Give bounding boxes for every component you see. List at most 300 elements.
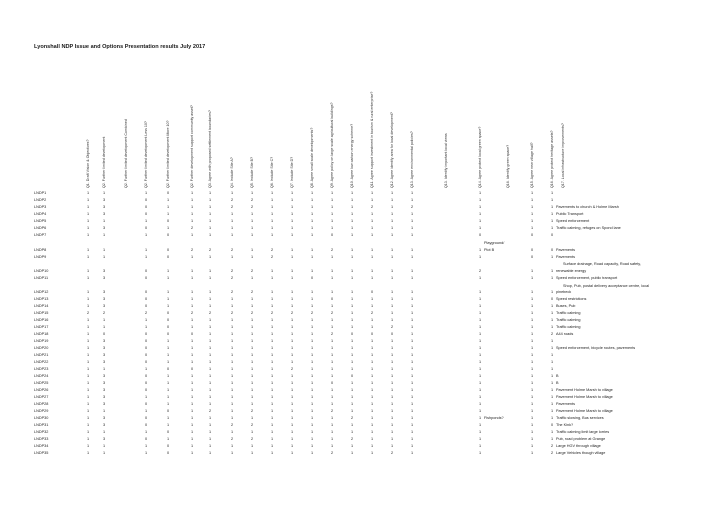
table-cell: 1	[310, 437, 314, 441]
table-cell: 1	[550, 409, 554, 413]
table-cell: 0	[530, 255, 534, 259]
table-cell: 1	[478, 451, 482, 455]
table-cell: 1	[250, 360, 254, 364]
row-id: LNDP34	[34, 444, 49, 448]
table-cell: 1	[208, 402, 212, 406]
table-cell: 1	[330, 290, 334, 294]
table-cell: 1	[250, 248, 254, 252]
table-cell: 1	[250, 233, 254, 237]
table-row	[0, 415, 720, 421]
infrastructure-note: Traffic slowing, Bus services	[556, 416, 604, 420]
table-cell: 0	[370, 332, 374, 336]
table-row	[0, 324, 720, 330]
table-cell: 1	[166, 212, 170, 216]
table-cell: 0	[144, 276, 148, 280]
table-cell: 1	[270, 290, 274, 294]
table-cell: 0	[144, 269, 148, 273]
table-row	[0, 211, 720, 217]
table-row	[0, 345, 720, 351]
column-header-label: Q10. Agree low carbon energy scheme?	[350, 123, 354, 188]
table-cell: 0	[330, 381, 334, 385]
table-cell: 3	[102, 269, 106, 273]
table-cell: 1	[270, 395, 274, 399]
table-row	[0, 359, 720, 365]
table-cell: 1	[144, 444, 148, 448]
table-cell: 1	[390, 276, 394, 280]
table-cell: 1	[290, 255, 294, 259]
table-cell: 1	[390, 212, 394, 216]
table-cell: 1	[410, 311, 414, 315]
table-cell: 1	[330, 205, 334, 209]
table-cell: 2	[208, 409, 212, 413]
table-cell: 1	[478, 198, 482, 202]
green-space-note: Plot B	[484, 248, 495, 252]
table-cell: 1	[250, 444, 254, 448]
table-cell: 1	[102, 233, 106, 237]
table-cell: 2	[390, 325, 394, 329]
table-cell: 1	[270, 367, 274, 371]
table-cell: 1	[166, 402, 170, 406]
table-cell: 1	[530, 346, 534, 350]
infrastructure-note: Public Transport	[556, 212, 584, 216]
table-cell: 1	[250, 318, 254, 322]
table-cell: 1	[530, 360, 534, 364]
table-cell: 2	[208, 248, 212, 252]
table-cell: 1	[190, 451, 194, 455]
table-cell: 2	[250, 311, 254, 315]
table-cell: 1	[190, 269, 194, 273]
table-cell: 1	[190, 402, 194, 406]
table-cell: 1	[390, 402, 394, 406]
table-cell: 0	[166, 451, 170, 455]
table-cell: 1	[410, 416, 414, 420]
note-lndp11-extra: Shop, Pub, postal delivery acceptance centre, local	[563, 284, 650, 288]
row-id: LNDP8	[34, 248, 47, 252]
table-cell: 1	[478, 318, 482, 322]
table-cell: 2	[350, 416, 354, 420]
table-cell: 1	[530, 325, 534, 329]
table-cell: 1	[310, 269, 314, 273]
table-cell: 1	[310, 226, 314, 230]
column-header-label: Q9. Agree policy on large scale agricultural buildings?	[330, 102, 334, 188]
table-cell: 1	[530, 444, 534, 448]
row-id: LNDP19	[34, 339, 49, 343]
table-cell: 1	[310, 290, 314, 294]
table-cell: 1	[86, 353, 90, 357]
column-header-label: Q7. Include Site D?	[290, 156, 294, 188]
table-cell: 1	[530, 409, 534, 413]
table-cell: 1	[530, 388, 534, 392]
table-cell: 1	[370, 318, 374, 322]
table-row	[0, 380, 720, 386]
table-cell: 2	[270, 248, 274, 252]
table-cell: 1	[290, 388, 294, 392]
table-cell: 1	[390, 367, 394, 371]
infrastructure-note: Traffic calming	[556, 318, 581, 322]
table-cell: 1	[290, 374, 294, 378]
table-cell: 1	[102, 248, 106, 252]
table-cell: 1	[270, 423, 274, 427]
table-cell: 0	[144, 353, 148, 357]
row-id: LNDP26	[34, 388, 49, 392]
table-cell: 1	[230, 360, 234, 364]
table-cell: 1	[290, 297, 294, 301]
table-cell: 1	[208, 437, 212, 441]
table-cell: 1	[190, 409, 194, 413]
table-cell: 1	[270, 205, 274, 209]
table-cell: 1	[370, 374, 374, 378]
table-cell: 3	[102, 212, 106, 216]
table-cell: 2	[478, 269, 482, 273]
table-cell: 1	[478, 430, 482, 434]
table-cell: 0	[144, 226, 148, 230]
table-cell: 1	[166, 388, 170, 392]
table-cell: 1	[350, 191, 354, 195]
table-cell: 1	[310, 205, 314, 209]
table-cell: 1	[330, 374, 334, 378]
table-cell: 0	[550, 423, 554, 427]
table-cell: 1	[208, 205, 212, 209]
table-cell: 1	[478, 325, 482, 329]
table-cell: 1	[250, 388, 254, 392]
table-cell: 1	[270, 339, 274, 343]
table-cell: 1	[350, 290, 354, 294]
table-cell: 1	[290, 191, 294, 195]
table-cell: 1	[310, 325, 314, 329]
table-cell: 1	[550, 205, 554, 209]
table-cell: 1	[270, 226, 274, 230]
table-cell: 1	[410, 423, 414, 427]
table-cell: 1	[550, 395, 554, 399]
table-cell: 1	[190, 395, 194, 399]
table-cell: 1	[390, 205, 394, 209]
table-cell: 1	[250, 339, 254, 343]
table-cell: 1	[310, 219, 314, 223]
table-cell: 1	[166, 346, 170, 350]
table-cell: 0	[330, 233, 334, 237]
table-cell: 2	[230, 276, 234, 280]
table-cell: 1	[410, 332, 414, 336]
column-header-label: Q2. Further development support community asset?	[190, 105, 194, 188]
table-cell: 1	[270, 297, 274, 301]
table-cell: 1	[230, 304, 234, 308]
table-cell: 1	[478, 367, 482, 371]
table-cell: 1	[350, 388, 354, 392]
table-cell: 1	[550, 339, 554, 343]
column-header-label: Q5. Include Site B?	[250, 157, 254, 188]
table-cell: 1	[270, 233, 274, 237]
table-cell: 1	[390, 416, 394, 420]
table-cell: 1	[370, 304, 374, 308]
infrastructure-note: Pub, road problem at Grange	[556, 437, 606, 441]
table-cell: 2	[190, 248, 194, 252]
table-cell: 1	[86, 367, 90, 371]
table-cell: 1	[208, 290, 212, 294]
table-cell: 1	[350, 430, 354, 434]
table-cell: 1	[550, 269, 554, 273]
table-cell: 0	[144, 402, 148, 406]
table-cell: 1	[310, 297, 314, 301]
table-cell: 1	[86, 226, 90, 230]
table-cell: 1	[250, 353, 254, 357]
table-cell: 0	[550, 248, 554, 252]
table-cell: 1	[390, 381, 394, 385]
table-cell: 1	[270, 388, 274, 392]
table-cell: 3	[102, 346, 106, 350]
table-cell: 0	[166, 318, 170, 322]
table-cell: 1	[390, 318, 394, 322]
table-cell: 1	[350, 219, 354, 223]
table-cell: 1	[86, 248, 90, 252]
table-cell: 1	[478, 339, 482, 343]
table-cell: 2	[230, 198, 234, 202]
row-id: LNDP18	[34, 332, 49, 336]
table-cell: 2	[290, 367, 294, 371]
table-cell: 1	[410, 388, 414, 392]
table-cell: 1	[410, 290, 414, 294]
table-cell: 1	[270, 402, 274, 406]
table-cell: 1	[270, 409, 274, 413]
table-cell: 1	[144, 255, 148, 259]
table-cell: 1	[208, 198, 212, 202]
table-cell: 1	[230, 353, 234, 357]
table-cell: 1	[410, 304, 414, 308]
table-cell: 1	[208, 381, 212, 385]
table-cell: 1	[330, 416, 334, 420]
table-cell: 1	[86, 191, 90, 195]
table-cell: 3	[102, 205, 106, 209]
table-cell: 1	[102, 409, 106, 413]
table-cell: 1	[190, 304, 194, 308]
table-cell: 2	[144, 311, 148, 315]
table-cell: 1	[530, 395, 534, 399]
table-cell: 1	[166, 339, 170, 343]
table-row	[0, 225, 720, 231]
table-cell: 1	[390, 219, 394, 223]
table-cell: 1	[410, 395, 414, 399]
table-cell: 1	[230, 339, 234, 343]
table-row	[0, 373, 720, 379]
table-cell: 1	[290, 325, 294, 329]
table-cell: 1	[310, 198, 314, 202]
row-id: LNDP22	[34, 360, 49, 364]
table-cell: 1	[270, 269, 274, 273]
table-cell: 1	[290, 212, 294, 216]
table-cell: 1	[370, 395, 374, 399]
table-cell: 1	[310, 451, 314, 455]
table-cell: 1	[102, 191, 106, 195]
column-header-label: Q16. Agree protect heritage assets?	[550, 130, 554, 188]
table-cell: 1	[370, 212, 374, 216]
table-cell: 1	[390, 191, 394, 195]
table-cell: 1	[350, 381, 354, 385]
table-cell: 1	[230, 430, 234, 434]
infrastructure-note: Speed restrictions	[556, 297, 587, 301]
table-cell: 1	[230, 388, 234, 392]
table-cell: 1	[208, 423, 212, 427]
table-cell: 1	[390, 423, 394, 427]
table-cell: 1	[190, 219, 194, 223]
table-cell: 1	[190, 430, 194, 434]
row-id: LNDP30	[34, 416, 49, 420]
table-cell: 1	[330, 212, 334, 216]
table-cell: 1	[190, 339, 194, 343]
table-cell: 1	[208, 360, 212, 364]
table-cell: 3	[102, 374, 106, 378]
table-cell: 1	[550, 290, 554, 294]
infrastructure-note: Traffic calming	[556, 311, 581, 315]
table-cell: 1	[290, 423, 294, 427]
table-cell: 2	[250, 205, 254, 209]
table-cell: 0	[166, 325, 170, 329]
table-cell: 1	[190, 212, 194, 216]
table-cell: 0	[550, 297, 554, 301]
table-cell: 1	[330, 226, 334, 230]
table-cell: 1	[144, 191, 148, 195]
row-id: LNDP32	[34, 430, 49, 434]
table-cell: 0	[190, 367, 194, 371]
table-cell: 1	[330, 325, 334, 329]
table-cell: 1	[530, 416, 534, 420]
table-cell: 1	[290, 353, 294, 357]
table-cell: 1	[330, 339, 334, 343]
table-cell: 1	[144, 318, 148, 322]
table-cell: 1	[250, 255, 254, 259]
table-cell: 3	[102, 402, 106, 406]
table-cell: 1	[166, 276, 170, 280]
table-cell: 1	[290, 248, 294, 252]
table-cell: 3	[102, 276, 106, 280]
table-row	[0, 190, 720, 196]
table-cell: 1	[478, 416, 482, 420]
table-cell: 1	[410, 409, 414, 413]
table-cell: 1	[350, 325, 354, 329]
table-cell: 1	[310, 248, 314, 252]
table-cell: 1	[530, 318, 534, 322]
infrastructure-note: A44 roads	[556, 332, 574, 336]
table-cell: 1	[290, 318, 294, 322]
infrastructure-note: B	[556, 374, 559, 378]
table-cell: 1	[390, 290, 394, 294]
table-cell: 1	[478, 255, 482, 259]
table-cell: 1	[350, 451, 354, 455]
table-cell: 1	[250, 226, 254, 230]
table-cell: 0	[310, 276, 314, 280]
table-cell: 1	[410, 444, 414, 448]
table-cell: 1	[550, 304, 554, 308]
table-cell: 2	[230, 205, 234, 209]
table-cell: 1	[86, 304, 90, 308]
table-cell: 1	[230, 395, 234, 399]
table-cell: 1	[330, 219, 334, 223]
table-cell: 1	[166, 269, 170, 273]
table-cell: 1	[208, 212, 212, 216]
table-cell: 1	[350, 423, 354, 427]
table-cell: 1	[208, 191, 212, 195]
column-header-label: Q4. Include Site A?	[230, 157, 234, 188]
table-cell: 1	[370, 423, 374, 427]
row-id: LNDP29	[34, 409, 49, 413]
table-cell: 2	[250, 437, 254, 441]
table-cell: 1	[310, 318, 314, 322]
table-cell: 1	[230, 191, 234, 195]
table-cell: 1	[230, 219, 234, 223]
column-header-label: Q15. Agree new village hall?	[530, 142, 534, 188]
table-cell: 1	[290, 226, 294, 230]
table-cell: 0	[144, 290, 148, 294]
table-cell: 1	[270, 332, 274, 336]
table-cell: 2	[230, 248, 234, 252]
table-cell: 1	[190, 374, 194, 378]
table-cell: 2	[270, 255, 274, 259]
table-cell: 1	[290, 402, 294, 406]
table-row	[0, 331, 720, 337]
table-cell: 1	[310, 430, 314, 434]
row-id: LNDP24	[34, 374, 49, 378]
table-cell: 1	[144, 451, 148, 455]
table-cell: 1	[478, 191, 482, 195]
column-header-label: Q2. Further limited development Combined	[124, 119, 128, 188]
table-cell: 1	[390, 374, 394, 378]
page-title: Lyonshall NDP Issue and Options Presentation results July 2017	[34, 44, 206, 50]
table-cell: 1	[190, 353, 194, 357]
table-cell: 1	[190, 416, 194, 420]
table-row	[0, 387, 720, 393]
table-cell: 1	[370, 346, 374, 350]
infrastructure-note: B	[556, 381, 559, 385]
table-cell: 1	[310, 402, 314, 406]
table-cell: 1	[350, 198, 354, 202]
table-cell: 1	[330, 191, 334, 195]
column-header-label: Q2. Further limited development More 10?	[166, 120, 170, 188]
note-playground: Playground/	[484, 241, 505, 245]
table-row	[0, 394, 720, 400]
table-cell: 1	[390, 388, 394, 392]
table-cell: 1	[530, 332, 534, 336]
table-cell: 1	[370, 402, 374, 406]
table-cell: 1	[250, 451, 254, 455]
table-cell: 1	[350, 409, 354, 413]
table-cell: 1	[166, 416, 170, 420]
table-cell: 0	[144, 388, 148, 392]
column-header-label: Q12. Agree identify area for local development?	[390, 112, 394, 188]
table-cell: 1	[290, 304, 294, 308]
table-cell: 1	[144, 395, 148, 399]
table-cell: 1	[310, 423, 314, 427]
table-cell: 1	[270, 360, 274, 364]
table-cell: 1	[390, 395, 394, 399]
table-cell: 1	[86, 395, 90, 399]
table-cell: 1	[166, 381, 170, 385]
row-id: LNDP2	[34, 198, 47, 202]
table-cell: 1	[390, 339, 394, 343]
table-cell: 0	[144, 205, 148, 209]
table-cell: 2	[550, 444, 554, 448]
table-cell: 1	[190, 205, 194, 209]
infrastructure-note: Traffic calming, refuges on Spond lane	[556, 226, 621, 230]
table-cell: 1	[478, 444, 482, 448]
table-cell: 1	[230, 451, 234, 455]
table-cell: 1	[530, 451, 534, 455]
column-header-label: Q13. Agree environmental policies?	[410, 131, 414, 188]
table-cell: 1	[410, 255, 414, 259]
infrastructure-note: Pavement Holme Marsh to village	[556, 409, 613, 413]
table-cell: 1	[330, 276, 334, 280]
table-cell: 1	[530, 374, 534, 378]
table-cell: 1	[290, 395, 294, 399]
infrastructure-note: The Kink?	[556, 423, 574, 427]
row-id: LNDP23	[34, 367, 49, 371]
